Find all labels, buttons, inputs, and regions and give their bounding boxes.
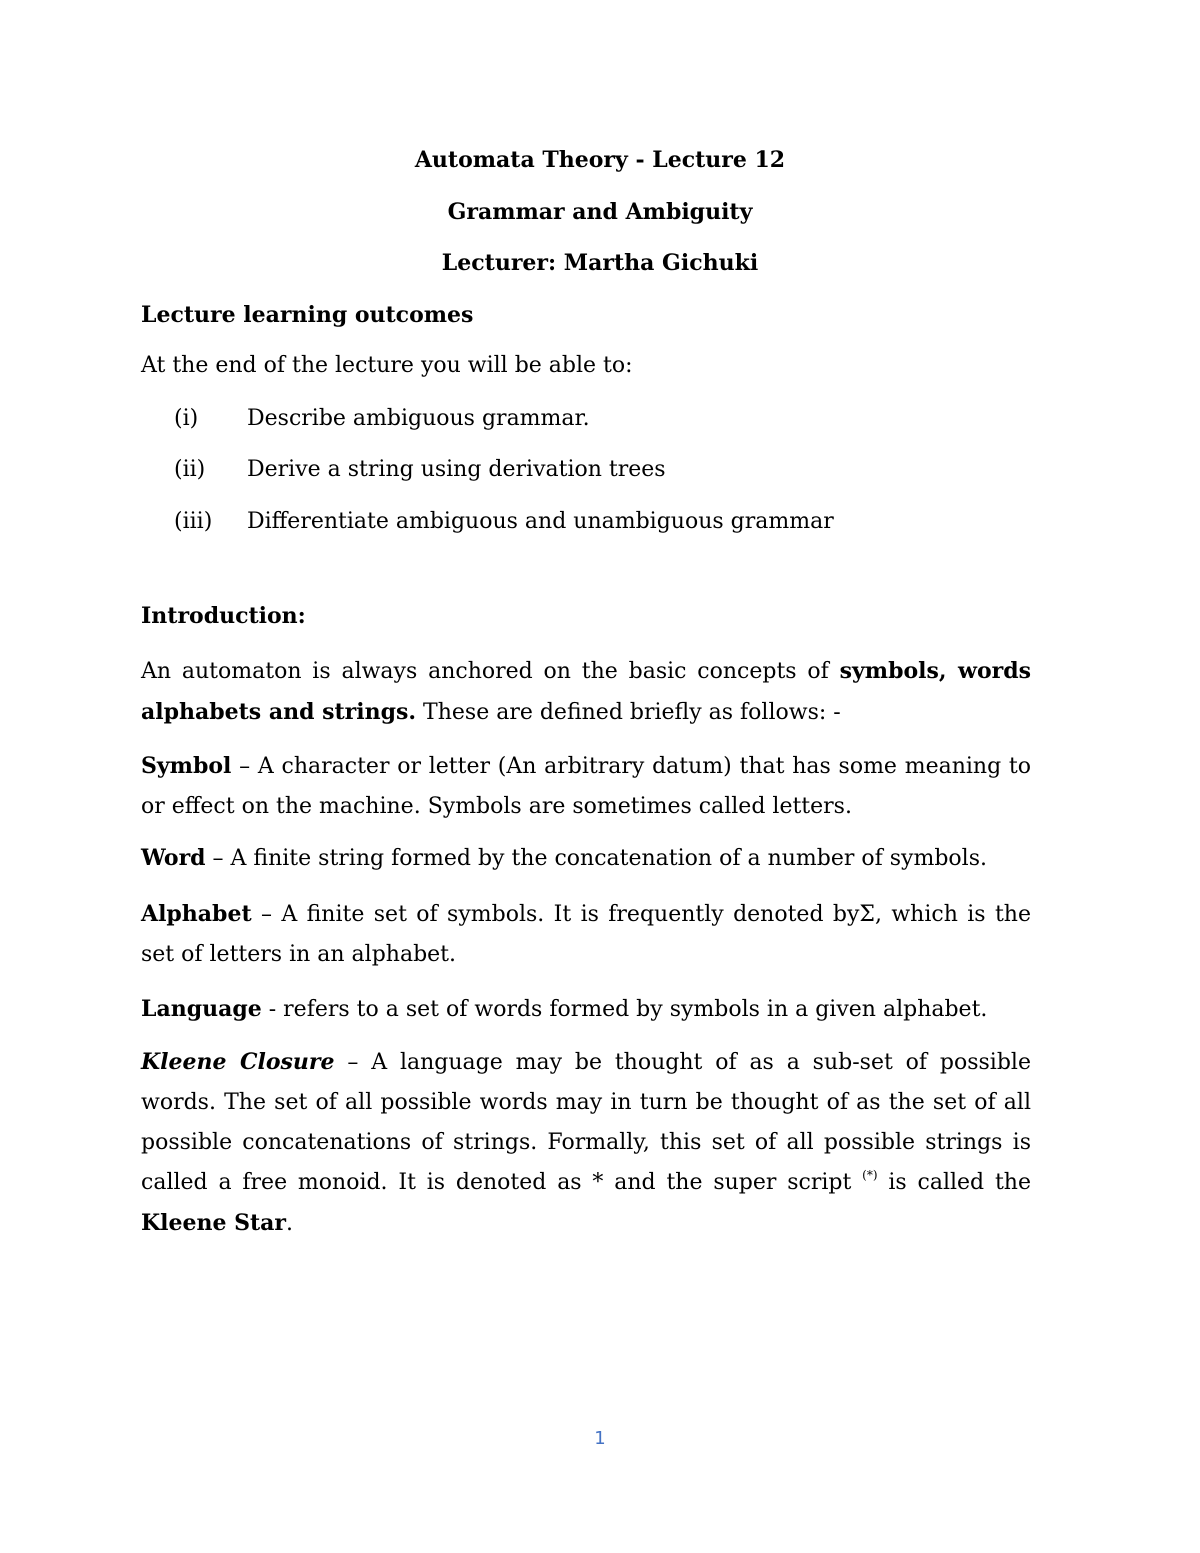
term-language: Language [141,996,262,1022]
term-kleene-closure: Kleene Closure [141,1049,335,1075]
introduction-paragraph [141,651,1031,733]
term-kleene-star: Kleene Star [141,1210,287,1236]
term-symbol: Symbol [141,753,232,779]
list-item-number: (i) [174,406,199,431]
list-item-number: (iii) [174,509,213,534]
definition-kleene-closure [141,1042,1031,1244]
term-alphabet: Alphabet [141,901,252,927]
outcomes-intro: At the end of the lecture you will be able to: [141,353,633,378]
outcomes-heading: Lecture learning outcomes [141,302,474,328]
lecturer-name: Lecturer: Martha Gichuki [441,250,759,276]
definition-symbol [141,746,1031,827]
definition-kleene-text: – A language may be thought of as a sub-set of possible words. The set of all possible words may in turn be thought of as the set of all possible concatenations of strings. Formally, this set of all possible strings is called a free monoid. It is denoted as * and the super script [141,1050,1031,1195]
list-item-number: (ii) [174,457,206,482]
introduction-heading: Introduction: [141,603,306,629]
definition-language-text: - refers to a set of words formed by symbols in a given alphabet. [261,997,988,1022]
introduction-text-end: These are defined briefly as follows: - [416,700,841,725]
definition-alphabet-text: – A finite set of symbols. It is frequently denoted byΣ, which is the set of letters in an alphabet. [141,902,1031,967]
list-item-text: Differentiate ambiguous and unambiguous grammar [247,509,834,534]
introduction-text: An automaton is always anchored on the basic concepts of [141,659,840,684]
definition-kleene-text-cont: is called the [877,1170,1031,1195]
definition-language [141,989,1031,1030]
definition-word-text: – A finite string formed by the concatenation of a number of symbols. [205,846,987,871]
list-item-text: Describe ambiguous grammar. [247,406,590,431]
document-subtitle: Grammar and Ambiguity [447,199,753,225]
list-item-text: Derive a string using derivation trees [247,457,666,482]
definition-word [141,838,1031,879]
definition-symbol-text: – A character or letter (An arbitrary datum) that has some meaning to or effect on the machine. Symbols are sometimes called letters. [141,754,1031,819]
definition-kleene-end: . [286,1211,294,1236]
page-number: 1 [594,1428,606,1449]
definition-alphabet [141,894,1031,975]
kleene-superscript: (*) [862,1167,878,1182]
introduction-key-terms: symbols, words alphabets and strings. [141,658,1031,725]
document-title: Automata Theory - Lecture 12 [414,147,786,173]
term-word: Word [141,845,206,871]
